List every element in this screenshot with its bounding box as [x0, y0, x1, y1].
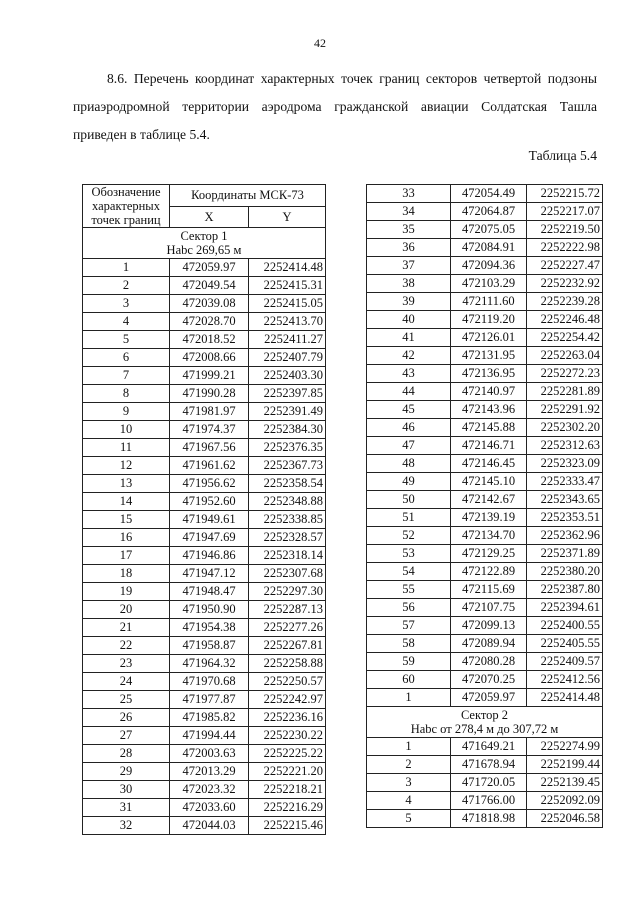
- point-number: 57: [367, 617, 451, 635]
- point-number: 20: [83, 601, 170, 619]
- point-number: 14: [83, 493, 170, 511]
- coord-y: 2252239.28: [527, 293, 603, 311]
- table-row: [367, 257, 603, 275]
- coord-y: 2252258.88: [249, 655, 326, 673]
- table-row: [367, 203, 603, 221]
- coord-y: 2252218.21: [249, 781, 326, 799]
- point-number: 26: [83, 709, 170, 727]
- point-number: 52: [367, 527, 451, 545]
- coord-x: 472075.05: [451, 221, 527, 239]
- coord-x: 471999.21: [170, 367, 249, 385]
- page-number: 42: [314, 36, 326, 50]
- coord-x: 472028.70: [170, 313, 249, 331]
- point-number: 19: [83, 583, 170, 601]
- table-row: [367, 185, 603, 203]
- table-row: [367, 311, 603, 329]
- coord-x: 471961.62: [170, 457, 249, 475]
- point-number: 48: [367, 455, 451, 473]
- point-number: 2: [367, 756, 451, 774]
- point-number: 50: [367, 491, 451, 509]
- table-row: [83, 709, 326, 727]
- coord-y: 2252367.73: [249, 457, 326, 475]
- point-number: 54: [367, 563, 451, 581]
- point-number: 38: [367, 275, 451, 293]
- coord-y: 2252221.20: [249, 763, 326, 781]
- intro-paragraph: 8.6. Перечень координат характерных точек границ секторов четвертой подзоны приаэродромной территории аэродрома гражданской авиации Солдатская Ташла приведен в таблице 5.4.: [73, 71, 597, 142]
- coord-x: 472049.54: [170, 277, 249, 295]
- coord-x: 471967.56: [170, 439, 249, 457]
- coord-x: 471947.12: [170, 565, 249, 583]
- coord-y: 2252219.50: [527, 221, 603, 239]
- header-y: Y: [249, 206, 326, 228]
- point-number: 34: [367, 203, 451, 221]
- coord-y: 2252403.30: [249, 367, 326, 385]
- coord-x: 472070.25: [451, 671, 527, 689]
- coord-x: 472136.95: [451, 365, 527, 383]
- coord-y: 2252397.85: [249, 385, 326, 403]
- coord-x: 471970.68: [170, 673, 249, 691]
- coord-y: 2252046.58: [527, 810, 603, 828]
- coord-x: 472089.94: [451, 635, 527, 653]
- coord-x: 472145.10: [451, 473, 527, 491]
- point-number: 4: [83, 313, 170, 331]
- coord-y: 2252376.35: [249, 439, 326, 457]
- point-number: 5: [367, 810, 451, 828]
- table-row: [83, 385, 326, 403]
- coord-x: 472129.25: [451, 545, 527, 563]
- coord-x: 472115.69: [451, 581, 527, 599]
- table-row: [83, 673, 326, 691]
- coord-y: 2252400.55: [527, 617, 603, 635]
- table-row: [367, 792, 603, 810]
- coord-y: 2252405.55: [527, 635, 603, 653]
- point-number: 39: [367, 293, 451, 311]
- table-row: [83, 295, 326, 313]
- table-row: [83, 799, 326, 817]
- point-number: 35: [367, 221, 451, 239]
- coord-x: 472134.70: [451, 527, 527, 545]
- point-number: 41: [367, 329, 451, 347]
- table-row: [83, 313, 326, 331]
- coord-x: 472099.13: [451, 617, 527, 635]
- coord-y: 2252287.13: [249, 601, 326, 619]
- coord-y: 2252199.44: [527, 756, 603, 774]
- point-number: 47: [367, 437, 451, 455]
- coord-y: 2252323.09: [527, 455, 603, 473]
- coord-y: 2252307.68: [249, 565, 326, 583]
- table-row: [367, 401, 603, 419]
- coord-y: 2252254.42: [527, 329, 603, 347]
- point-number: 33: [367, 185, 451, 203]
- table-row: [367, 545, 603, 563]
- coord-y: 2252415.31: [249, 277, 326, 295]
- table-row: [367, 810, 603, 828]
- coord-x: 471950.90: [170, 601, 249, 619]
- coord-x: 472126.01: [451, 329, 527, 347]
- point-number: 46: [367, 419, 451, 437]
- coord-x: 472044.03: [170, 817, 249, 835]
- table-row: [83, 637, 326, 655]
- coord-x: 472008.66: [170, 349, 249, 367]
- table-row: [367, 617, 603, 635]
- coord-x: 471720.05: [451, 774, 527, 792]
- coord-x: 471954.38: [170, 619, 249, 637]
- point-number: 8: [83, 385, 170, 403]
- point-number: 40: [367, 311, 451, 329]
- coord-x: 471818.98: [451, 810, 527, 828]
- coord-y: 2252391.49: [249, 403, 326, 421]
- point-number: 53: [367, 545, 451, 563]
- coord-y: 2252394.61: [527, 599, 603, 617]
- coord-y: 2252263.04: [527, 347, 603, 365]
- sector-header-row: [83, 228, 326, 259]
- coord-x: 471994.44: [170, 727, 249, 745]
- coord-y: 2252281.89: [527, 383, 603, 401]
- coord-y: 2252384.30: [249, 421, 326, 439]
- coord-y: 2252242.97: [249, 691, 326, 709]
- table-row: [83, 781, 326, 799]
- coord-x: 472107.75: [451, 599, 527, 617]
- point-number: 49: [367, 473, 451, 491]
- point-number: 29: [83, 763, 170, 781]
- coord-y: 2252227.47: [527, 257, 603, 275]
- coord-x: 472018.52: [170, 331, 249, 349]
- coord-y: 2252222.98: [527, 239, 603, 257]
- coord-y: 2252414.48: [527, 689, 603, 707]
- point-number: 4: [367, 792, 451, 810]
- table-row: [83, 493, 326, 511]
- coord-x: 472142.67: [451, 491, 527, 509]
- table-row: [367, 473, 603, 491]
- table-row: [83, 403, 326, 421]
- coord-y: 2252297.30: [249, 583, 326, 601]
- table-row: [83, 439, 326, 457]
- coord-y: 2252272.23: [527, 365, 603, 383]
- coord-y: 2252380.20: [527, 563, 603, 581]
- coord-x: 472094.36: [451, 257, 527, 275]
- coord-x: 472054.49: [451, 185, 527, 203]
- point-number: 12: [83, 457, 170, 475]
- coord-x: 472003.63: [170, 745, 249, 763]
- coord-y: 2252412.56: [527, 671, 603, 689]
- coord-x: 472039.08: [170, 295, 249, 313]
- table-row: [367, 383, 603, 401]
- point-number: 56: [367, 599, 451, 617]
- table-row: [367, 689, 603, 707]
- point-number: 32: [83, 817, 170, 835]
- table-row: [83, 277, 326, 295]
- table-caption: Таблица 5.4: [528, 148, 597, 163]
- coord-y: 2252413.70: [249, 313, 326, 331]
- table-right-body: [367, 185, 603, 828]
- coord-y: 2252348.88: [249, 493, 326, 511]
- coord-x: 472140.97: [451, 383, 527, 401]
- point-number: 30: [83, 781, 170, 799]
- point-number: 44: [367, 383, 451, 401]
- coord-y: 2252216.29: [249, 799, 326, 817]
- coord-y: 2252338.85: [249, 511, 326, 529]
- table-row: [83, 745, 326, 763]
- table-row: [367, 509, 603, 527]
- table-left-body: [83, 228, 326, 835]
- table-row: [83, 367, 326, 385]
- table-row: [367, 275, 603, 293]
- point-number: 3: [367, 774, 451, 792]
- table-row: [367, 671, 603, 689]
- point-number: 3: [83, 295, 170, 313]
- coord-y: 2252092.09: [527, 792, 603, 810]
- sector-header-row: [367, 707, 603, 738]
- point-number: 42: [367, 347, 451, 365]
- coord-x: 472146.45: [451, 455, 527, 473]
- coord-x: 471678.94: [451, 756, 527, 774]
- table-row: [83, 817, 326, 835]
- coord-x: 471946.86: [170, 547, 249, 565]
- coord-y: 2252274.99: [527, 738, 603, 756]
- point-number: 11: [83, 439, 170, 457]
- coord-y: 2252333.47: [527, 473, 603, 491]
- coord-y: 2252139.45: [527, 774, 603, 792]
- point-number: 58: [367, 635, 451, 653]
- coord-x: 471649.21: [451, 738, 527, 756]
- coord-y: 2252409.57: [527, 653, 603, 671]
- table-row: [367, 635, 603, 653]
- point-number: 55: [367, 581, 451, 599]
- coord-x: 472139.19: [451, 509, 527, 527]
- point-number: 43: [367, 365, 451, 383]
- coord-x: 471974.37: [170, 421, 249, 439]
- coordinates-table-right: [366, 184, 603, 828]
- coord-y: 2252411.27: [249, 331, 326, 349]
- table-row: [367, 455, 603, 473]
- point-number: 10: [83, 421, 170, 439]
- coord-x: 472146.71: [451, 437, 527, 455]
- coord-y: 2252291.92: [527, 401, 603, 419]
- coord-x: 472064.87: [451, 203, 527, 221]
- table-row: [83, 619, 326, 637]
- point-number: 27: [83, 727, 170, 745]
- coord-x: 472145.88: [451, 419, 527, 437]
- table-row: [83, 457, 326, 475]
- coord-x: 472013.29: [170, 763, 249, 781]
- header-point: Обозначение характерных точек границ: [83, 185, 170, 228]
- coord-x: 471985.82: [170, 709, 249, 727]
- point-number: 22: [83, 637, 170, 655]
- coord-y: 2252328.57: [249, 529, 326, 547]
- coord-y: 2252215.72: [527, 185, 603, 203]
- table-row: [83, 583, 326, 601]
- coord-y: 2252302.20: [527, 419, 603, 437]
- coord-y: 2252230.22: [249, 727, 326, 745]
- coord-y: 2252353.51: [527, 509, 603, 527]
- table-row: [367, 527, 603, 545]
- table-row: [83, 727, 326, 745]
- coord-y: 2252215.46: [249, 817, 326, 835]
- table-row: [367, 221, 603, 239]
- coord-x: 472122.89: [451, 563, 527, 581]
- point-number: 16: [83, 529, 170, 547]
- table-row: [83, 547, 326, 565]
- table-row: [367, 365, 603, 383]
- point-number: 6: [83, 349, 170, 367]
- point-number: 51: [367, 509, 451, 527]
- point-number: 17: [83, 547, 170, 565]
- coord-y: 2252236.16: [249, 709, 326, 727]
- table-row: [83, 475, 326, 493]
- point-number: 1: [367, 689, 451, 707]
- table-row: [367, 581, 603, 599]
- table-row: [83, 601, 326, 619]
- coord-y: 2252362.96: [527, 527, 603, 545]
- coordinates-table-left: [82, 184, 326, 835]
- point-number: 24: [83, 673, 170, 691]
- coord-y: 2252414.48: [249, 259, 326, 277]
- coord-x: 471956.62: [170, 475, 249, 493]
- coord-x: 472033.60: [170, 799, 249, 817]
- table-row: [83, 763, 326, 781]
- coord-y: 2252407.79: [249, 349, 326, 367]
- point-number: 1: [83, 259, 170, 277]
- coord-y: 2252415.05: [249, 295, 326, 313]
- table-row: [83, 511, 326, 529]
- coord-x: 471964.32: [170, 655, 249, 673]
- coord-y: 2252232.92: [527, 275, 603, 293]
- point-number: 31: [83, 799, 170, 817]
- table-row: [367, 239, 603, 257]
- coord-x: 471766.00: [451, 792, 527, 810]
- table-row: [367, 419, 603, 437]
- coord-x: 471958.87: [170, 637, 249, 655]
- sector2-title: Сектор 2: [460, 708, 509, 722]
- table-row: [367, 491, 603, 509]
- table-row: [367, 599, 603, 617]
- point-number: 18: [83, 565, 170, 583]
- table-row: [83, 421, 326, 439]
- point-number: 1: [367, 738, 451, 756]
- coord-x: 472084.91: [451, 239, 527, 257]
- coord-x: 471977.87: [170, 691, 249, 709]
- table-row: [83, 349, 326, 367]
- coord-x: 472111.60: [451, 293, 527, 311]
- table-row: [367, 738, 603, 756]
- coord-x: 471947.69: [170, 529, 249, 547]
- coord-x: 472103.29: [451, 275, 527, 293]
- coord-x: 472059.97: [170, 259, 249, 277]
- coord-x: 471948.47: [170, 583, 249, 601]
- sector1-height: Нabс 269,65 м: [166, 243, 242, 257]
- header-coords: Координаты МСК-73: [170, 185, 326, 207]
- table-row: [367, 756, 603, 774]
- coord-x: 471990.28: [170, 385, 249, 403]
- sector1-title: Сектор 1: [180, 229, 228, 243]
- point-number: 28: [83, 745, 170, 763]
- coord-y: 2252318.14: [249, 547, 326, 565]
- point-number: 37: [367, 257, 451, 275]
- table-row: [83, 529, 326, 547]
- table-row: [367, 347, 603, 365]
- coord-x: 472143.96: [451, 401, 527, 419]
- table-row: [367, 563, 603, 581]
- point-number: 13: [83, 475, 170, 493]
- coord-y: 2252250.57: [249, 673, 326, 691]
- coord-y: 2252225.22: [249, 745, 326, 763]
- coord-y: 2252358.54: [249, 475, 326, 493]
- point-number: 45: [367, 401, 451, 419]
- table-row: [367, 329, 603, 347]
- table-row: [83, 565, 326, 583]
- coord-y: 2252277.26: [249, 619, 326, 637]
- sector2-header: [367, 707, 603, 738]
- point-number: 36: [367, 239, 451, 257]
- point-number: 2: [83, 277, 170, 295]
- coord-y: 2252246.48: [527, 311, 603, 329]
- coord-x: 471952.60: [170, 493, 249, 511]
- point-number: 23: [83, 655, 170, 673]
- coord-x: 471981.97: [170, 403, 249, 421]
- coord-x: 472131.95: [451, 347, 527, 365]
- coord-y: 2252312.63: [527, 437, 603, 455]
- point-number: 9: [83, 403, 170, 421]
- coord-y: 2252387.80: [527, 581, 603, 599]
- coord-y: 2252267.81: [249, 637, 326, 655]
- table-row: [83, 331, 326, 349]
- point-number: 59: [367, 653, 451, 671]
- table-row: [83, 655, 326, 673]
- coord-y: 2252371.89: [527, 545, 603, 563]
- coord-x: 472119.20: [451, 311, 527, 329]
- table-row: [367, 437, 603, 455]
- header-x: X: [170, 206, 249, 228]
- sector2-height: Нabс от 278,4 м до 307,72 м: [410, 722, 559, 736]
- point-number: 7: [83, 367, 170, 385]
- coord-y: 2252217.07: [527, 203, 603, 221]
- coord-x: 472059.97: [451, 689, 527, 707]
- coord-x: 472023.32: [170, 781, 249, 799]
- point-number: 15: [83, 511, 170, 529]
- point-number: 21: [83, 619, 170, 637]
- table-row: [367, 293, 603, 311]
- coord-y: 2252343.65: [527, 491, 603, 509]
- sector1-header: [83, 228, 326, 259]
- table-row: [367, 774, 603, 792]
- table-row: [367, 653, 603, 671]
- point-number: 25: [83, 691, 170, 709]
- point-number: 60: [367, 671, 451, 689]
- point-number: 5: [83, 331, 170, 349]
- coord-x: 471949.61: [170, 511, 249, 529]
- coord-x: 472080.28: [451, 653, 527, 671]
- table-row: [83, 691, 326, 709]
- table-row: [83, 259, 326, 277]
